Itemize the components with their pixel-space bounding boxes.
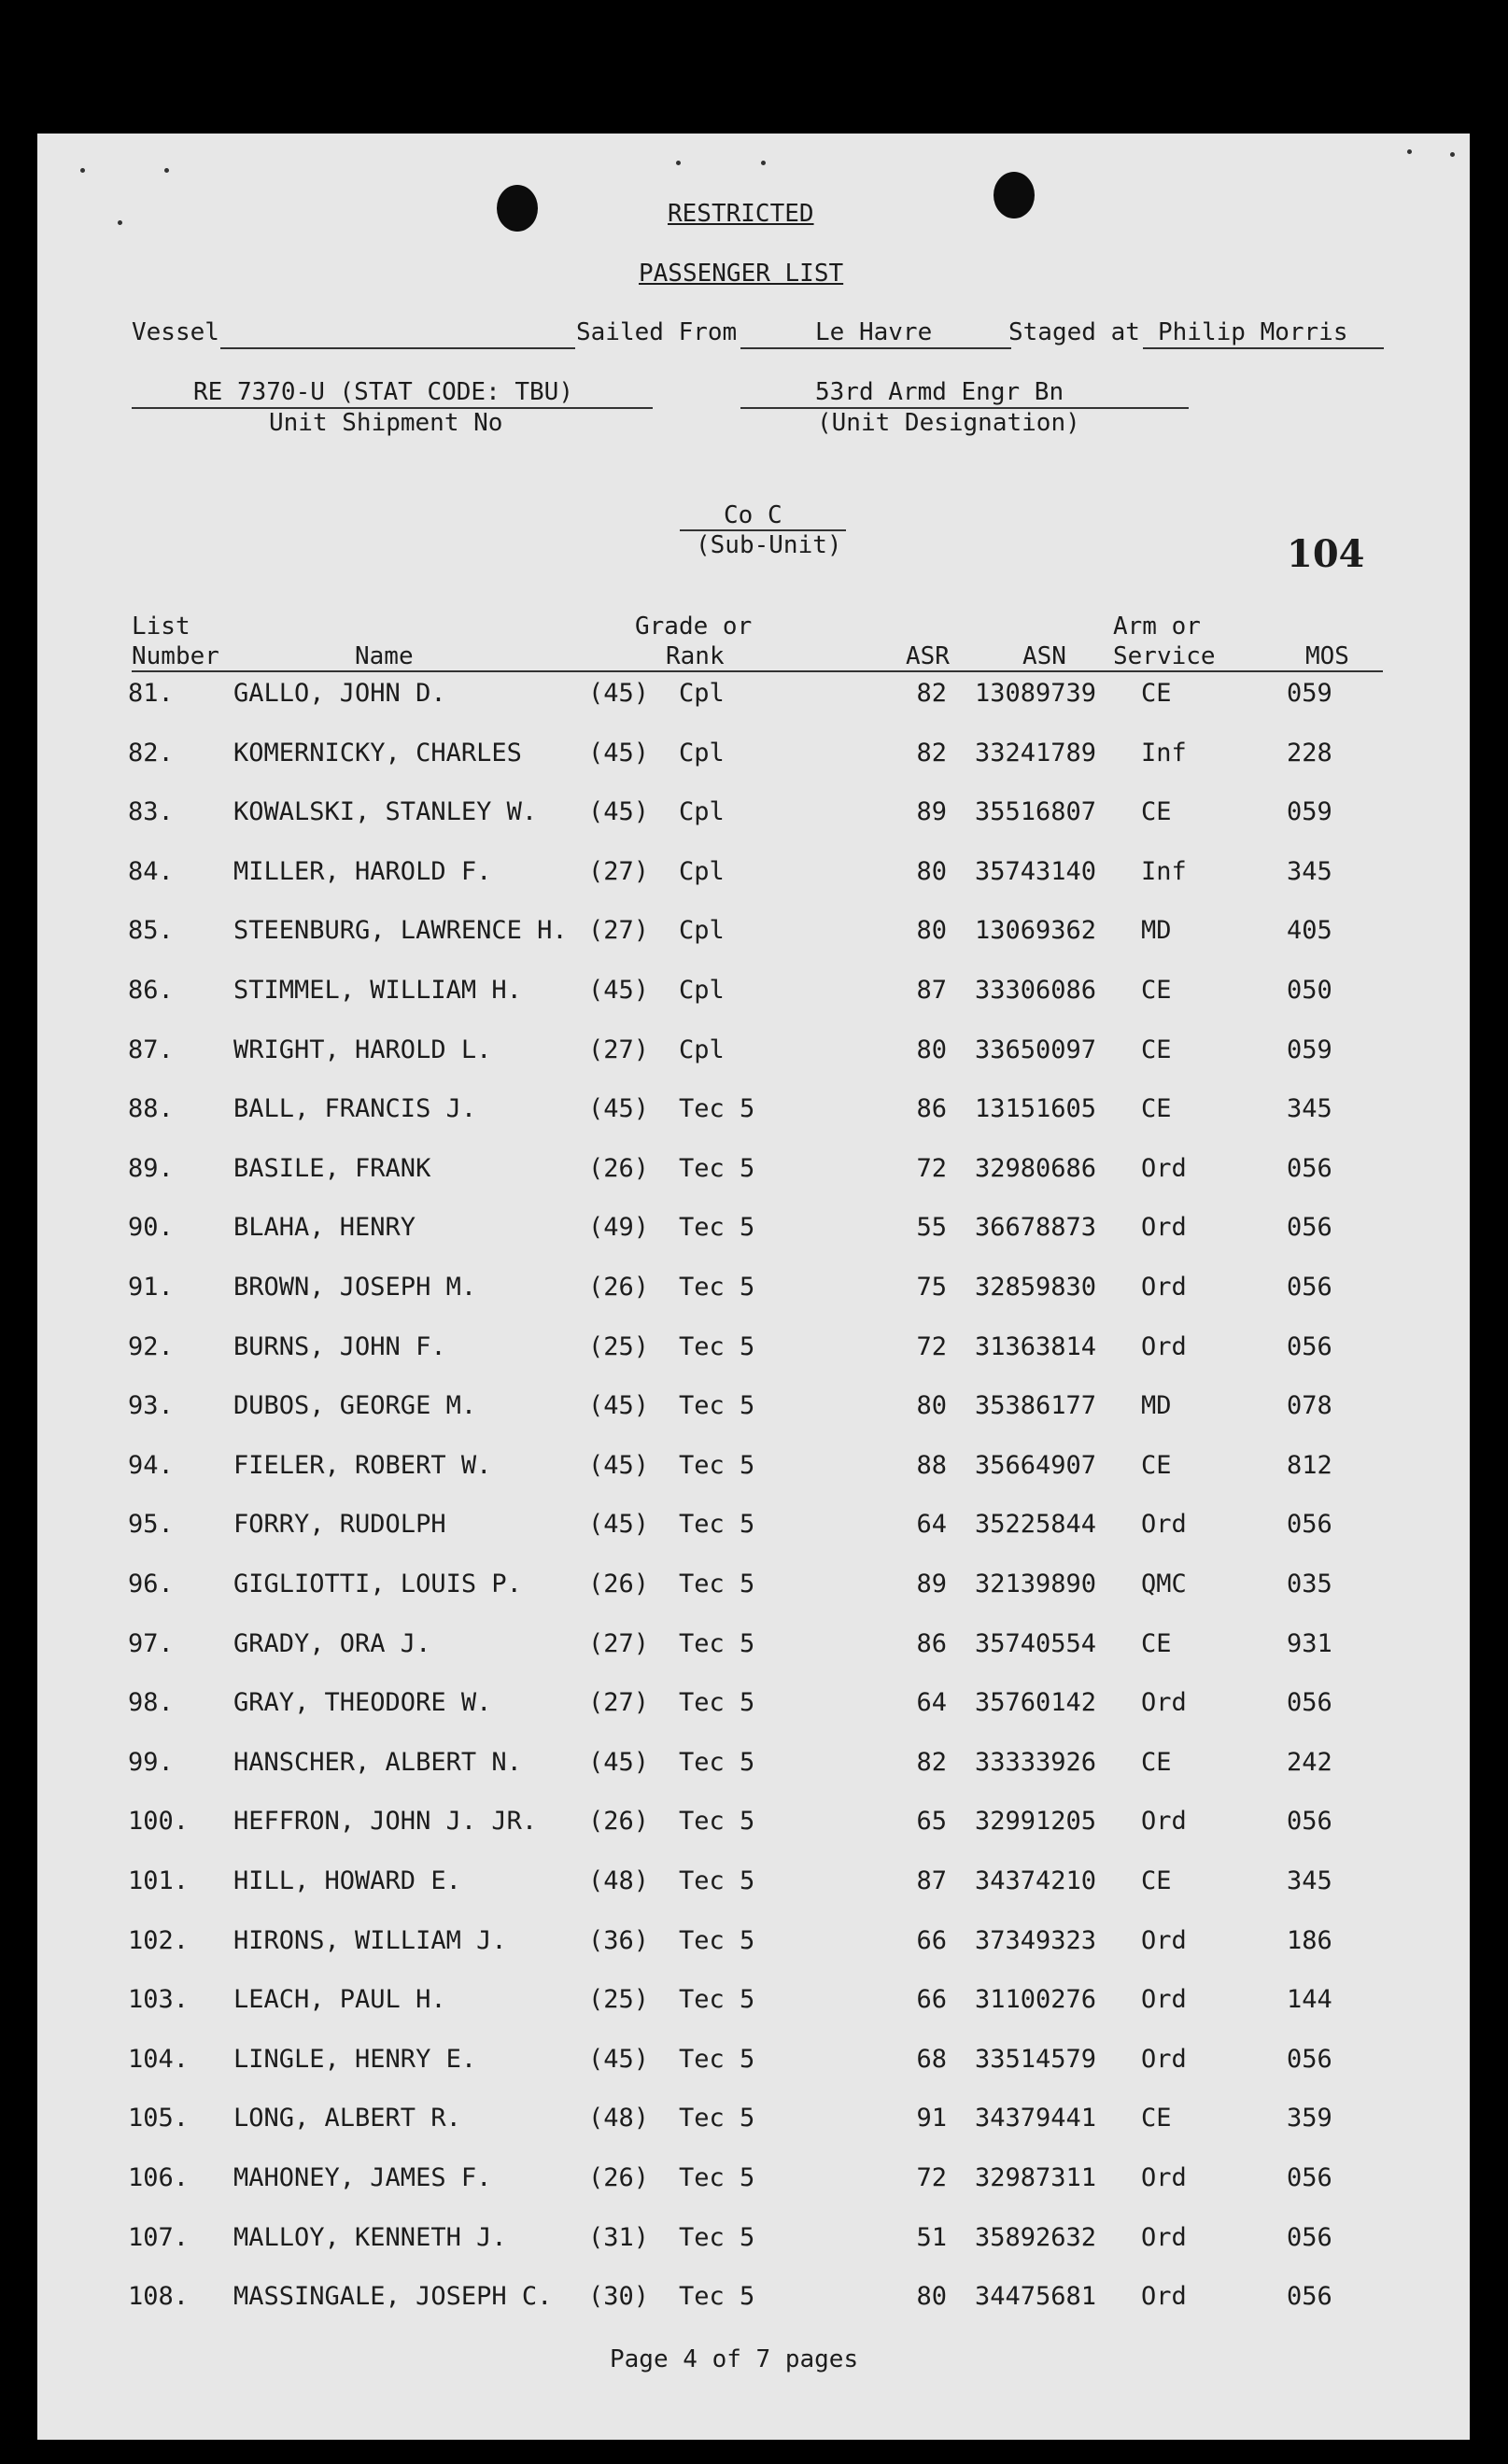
cell-grade: Tec 5	[679, 2045, 755, 2074]
cell-grade: Tec 5	[679, 1985, 755, 2014]
cell-num: 95.	[128, 1510, 174, 1539]
cell-age: (31)	[588, 2223, 650, 2252]
cell-asr: 91	[916, 2104, 947, 2133]
cell-mos: 056	[1287, 1273, 1332, 1302]
cell-arm: Ord	[1141, 1213, 1187, 1242]
cell-grade: Tec 5	[679, 1688, 755, 1717]
cell-asn: 34374210	[975, 1866, 1097, 1895]
cell-arm: CE	[1141, 797, 1172, 826]
col-list-number-line2: Number	[132, 642, 219, 670]
cell-asr: 68	[916, 2045, 947, 2074]
table-row	[0, 2162, 1508, 2200]
table-row	[0, 1450, 1508, 1487]
cell-asn: 36678873	[975, 1213, 1097, 1242]
sailed-from-line	[740, 347, 1011, 349]
cell-mos: 405	[1287, 916, 1332, 945]
cell-age: (25)	[588, 1985, 650, 2014]
cell-num: 83.	[128, 797, 174, 826]
cell-num: 84.	[128, 857, 174, 886]
cell-age: (45)	[588, 739, 650, 767]
classification-marking: RESTRICTED	[668, 200, 814, 228]
cell-asn: 32987311	[975, 2163, 1097, 2192]
cell-arm: CE	[1141, 1094, 1172, 1123]
cell-asn: 34379441	[975, 2104, 1097, 2133]
cell-grade: Tec 5	[679, 2104, 755, 2133]
table-row	[0, 2222, 1508, 2260]
table-row	[0, 2281, 1508, 2318]
cell-arm: CE	[1141, 679, 1172, 708]
table-row	[0, 1153, 1508, 1190]
cell-mos: 186	[1287, 1926, 1332, 1955]
cell-grade: Cpl	[679, 679, 725, 708]
cell-age: (36)	[588, 1926, 650, 1955]
cell-asr: 64	[916, 1510, 947, 1539]
cell-asr: 80	[916, 1035, 947, 1064]
cell-mos: 056	[1287, 2282, 1332, 2311]
cell-asr: 80	[916, 2282, 947, 2311]
cell-arm: CE	[1141, 1629, 1172, 1658]
cell-asr: 86	[916, 1094, 947, 1123]
speck	[761, 161, 766, 165]
cell-asn: 33333926	[975, 1748, 1097, 1777]
table-row	[0, 1687, 1508, 1725]
cell-asn: 35892632	[975, 2223, 1097, 2252]
cell-asr: 86	[916, 1629, 947, 1658]
cell-asr: 64	[916, 1688, 947, 1717]
cell-asn: 32980686	[975, 1154, 1097, 1183]
cell-name: BALL, FRANCIS J.	[233, 1094, 477, 1123]
table-row	[0, 1747, 1508, 1784]
cell-name: HEFFRON, JOHN J. JR.	[233, 1807, 538, 1836]
cell-arm: MD	[1141, 1391, 1172, 1420]
table-row	[0, 1569, 1508, 1606]
cell-asn: 35743140	[975, 857, 1097, 886]
cell-asr: 82	[916, 679, 947, 708]
col-asn-header: ASN	[1022, 642, 1066, 670]
col-grade-line2: Rank	[666, 642, 725, 670]
table-row	[0, 1984, 1508, 2021]
table-row	[0, 1925, 1508, 1963]
cell-asn: 31100276	[975, 1985, 1097, 2014]
cell-asr: 65	[916, 1807, 947, 1836]
cell-name: MILLER, HAROLD F.	[233, 857, 492, 886]
cell-name: GRADY, ORA J.	[233, 1629, 431, 1658]
col-arm-line2: Service	[1113, 642, 1216, 670]
cell-age: (27)	[588, 1629, 650, 1658]
cell-arm: Ord	[1141, 2163, 1187, 2192]
shipment-caption: Unit Shipment No	[269, 409, 503, 437]
cell-name: MAHONEY, JAMES F.	[233, 2163, 492, 2192]
cell-mos: 059	[1287, 1035, 1332, 1064]
cell-age: (49)	[588, 1213, 650, 1242]
cell-asn: 32139890	[975, 1570, 1097, 1598]
cell-arm: Ord	[1141, 1510, 1187, 1539]
cell-grade: Cpl	[679, 857, 725, 886]
cell-name: BURNS, JOHN F.	[233, 1332, 446, 1361]
table-row	[0, 1331, 1508, 1369]
cell-asr: 87	[916, 976, 947, 1005]
cell-name: BROWN, JOSEPH M.	[233, 1273, 477, 1302]
table-row	[0, 856, 1508, 894]
cell-mos: 812	[1287, 1451, 1332, 1480]
cell-grade: Tec 5	[679, 2282, 755, 2311]
cell-name: KOWALSKI, STANLEY W.	[233, 797, 538, 826]
cell-name: DUBOS, GEORGE M.	[233, 1391, 477, 1420]
col-mos-header: MOS	[1305, 642, 1349, 670]
cell-arm: Ord	[1141, 1985, 1187, 2014]
cell-arm: Ord	[1141, 2045, 1187, 2074]
cell-num: 107.	[128, 2223, 190, 2252]
cell-num: 87.	[128, 1035, 174, 1064]
table-row	[0, 796, 1508, 834]
page-stamp: 104	[1287, 532, 1365, 576]
cell-asr: 80	[916, 1391, 947, 1420]
cell-mos: 078	[1287, 1391, 1332, 1420]
cell-asr: 82	[916, 1748, 947, 1777]
cell-age: (45)	[588, 797, 650, 826]
cell-grade: Tec 5	[679, 2163, 755, 2192]
cell-mos: 242	[1287, 1748, 1332, 1777]
cell-grade: Cpl	[679, 1035, 725, 1064]
cell-arm: Ord	[1141, 1926, 1187, 1955]
cell-name: HANSCHER, ALBERT N.	[233, 1748, 522, 1777]
cell-name: STEENBURG, LAWRENCE H.	[233, 916, 568, 945]
table-row	[0, 1035, 1508, 1072]
col-name-header: Name	[355, 642, 414, 670]
cell-arm: CE	[1141, 976, 1172, 1005]
cell-grade: Tec 5	[679, 1273, 755, 1302]
cell-grade: Tec 5	[679, 1866, 755, 1895]
cell-asn: 33241789	[975, 739, 1097, 767]
cell-num: 81.	[128, 679, 174, 708]
cell-mos: 056	[1287, 1510, 1332, 1539]
cell-name: HIRONS, WILLIAM J.	[233, 1926, 507, 1955]
col-list-number-line1: List	[132, 612, 190, 641]
cell-grade: Tec 5	[679, 1094, 755, 1123]
cell-mos: 056	[1287, 1213, 1332, 1242]
document-title: PASSENGER LIST	[639, 260, 844, 288]
cell-mos: 056	[1287, 1688, 1332, 1717]
cell-asn: 35386177	[975, 1391, 1097, 1420]
cell-mos: 359	[1287, 2104, 1332, 2133]
cell-asn: 13151605	[975, 1094, 1097, 1123]
speck	[1450, 152, 1455, 157]
cell-asn: 37349323	[975, 1926, 1097, 1955]
cell-age: (48)	[588, 2104, 650, 2133]
cell-age: (27)	[588, 1035, 650, 1064]
cell-asn: 13089739	[975, 679, 1097, 708]
cell-asn: 35225844	[975, 1510, 1097, 1539]
cell-num: 105.	[128, 2104, 190, 2133]
cell-asn: 34475681	[975, 2282, 1097, 2311]
cell-mos: 059	[1287, 797, 1332, 826]
cell-num: 100.	[128, 1807, 190, 1836]
cell-asr: 51	[916, 2223, 947, 2252]
cell-mos: 056	[1287, 2045, 1332, 2074]
cell-grade: Tec 5	[679, 1629, 755, 1658]
cell-num: 90.	[128, 1213, 174, 1242]
cell-asr: 87	[916, 1866, 947, 1895]
cell-name: MASSINGALE, JOSEPH C.	[233, 2282, 553, 2311]
cell-grade: Cpl	[679, 797, 725, 826]
punch-hole-left	[497, 185, 538, 232]
cell-num: 101.	[128, 1866, 190, 1895]
cell-name: LINGLE, HENRY E.	[233, 2045, 477, 2074]
cell-asr: 72	[916, 2163, 947, 2192]
vessel-label: Vessel	[132, 318, 219, 346]
cell-arm: Ord	[1141, 1154, 1187, 1183]
cell-asn: 31363814	[975, 1332, 1097, 1361]
cell-grade: Cpl	[679, 976, 725, 1005]
cell-age: (45)	[588, 679, 650, 708]
speck	[1407, 149, 1412, 154]
col-arm-line1: Arm or	[1113, 612, 1201, 641]
cell-grade: Cpl	[679, 739, 725, 767]
cell-num: 102.	[128, 1926, 190, 1955]
punch-hole-right	[994, 172, 1035, 218]
cell-mos: 345	[1287, 857, 1332, 886]
cell-age: (45)	[588, 1451, 650, 1480]
cell-asr: 80	[916, 916, 947, 945]
cell-mos: 035	[1287, 1570, 1332, 1598]
sailed-from-label: Sailed From	[576, 318, 738, 346]
cell-name: KOMERNICKY, CHARLES	[233, 739, 522, 767]
cell-age: (26)	[588, 1570, 650, 1598]
header-rule	[132, 670, 1383, 672]
unit-designation: 53rd Armd Engr Bn	[815, 378, 1064, 406]
table-row	[0, 1212, 1508, 1249]
cell-grade: Tec 5	[679, 1213, 755, 1242]
cell-num: 104.	[128, 2045, 190, 2074]
table-row	[0, 738, 1508, 775]
cell-arm: Inf	[1141, 739, 1187, 767]
sailed-from-value: Le Havre	[815, 318, 933, 346]
cell-age: (48)	[588, 1866, 650, 1895]
cell-mos: 056	[1287, 2223, 1332, 2252]
cell-num: 93.	[128, 1391, 174, 1420]
cell-age: (25)	[588, 1332, 650, 1361]
speck	[80, 168, 85, 173]
cell-age: (45)	[588, 976, 650, 1005]
cell-asn: 33514579	[975, 2045, 1097, 2074]
cell-age: (26)	[588, 1154, 650, 1183]
cell-name: GIGLIOTTI, LOUIS P.	[233, 1570, 522, 1598]
cell-arm: CE	[1141, 1451, 1172, 1480]
cell-arm: CE	[1141, 2104, 1172, 2133]
cell-mos: 345	[1287, 1094, 1332, 1123]
staged-at-line	[1143, 347, 1384, 349]
cell-grade: Tec 5	[679, 1926, 755, 1955]
cell-name: STIMMEL, WILLIAM H.	[233, 976, 522, 1005]
cell-arm: QMC	[1141, 1570, 1187, 1598]
table-row	[0, 1272, 1508, 1309]
cell-arm: Ord	[1141, 1332, 1187, 1361]
table-row	[0, 2044, 1508, 2081]
staged-at-label: Staged at	[1008, 318, 1140, 346]
cell-asr: 75	[916, 1273, 947, 1302]
cell-name: BASILE, FRANK	[233, 1154, 431, 1183]
cell-arm: Ord	[1141, 2223, 1187, 2252]
subunit-caption: (Sub-Unit)	[696, 531, 842, 559]
cell-asr: 80	[916, 857, 947, 886]
cell-num: 106.	[128, 2163, 190, 2192]
cell-age: (45)	[588, 1510, 650, 1539]
cell-grade: Tec 5	[679, 2223, 755, 2252]
table-row	[0, 2103, 1508, 2140]
table-row	[0, 1806, 1508, 1843]
cell-grade: Tec 5	[679, 1510, 755, 1539]
cell-mos: 345	[1287, 1866, 1332, 1895]
cell-name: BLAHA, HENRY	[233, 1213, 416, 1242]
cell-asr: 66	[916, 1985, 947, 2014]
cell-age: (45)	[588, 2045, 650, 2074]
cell-grade: Tec 5	[679, 1748, 755, 1777]
cell-asr: 82	[916, 739, 947, 767]
cell-name: GRAY, THEODORE W.	[233, 1688, 492, 1717]
cell-grade: Cpl	[679, 916, 725, 945]
cell-asn: 35516807	[975, 797, 1097, 826]
cell-age: (27)	[588, 857, 650, 886]
cell-asn: 13069362	[975, 916, 1097, 945]
cell-name: LEACH, PAUL H.	[233, 1985, 446, 2014]
cell-age: (30)	[588, 2282, 650, 2311]
cell-mos: 144	[1287, 1985, 1332, 2014]
cell-num: 99.	[128, 1748, 174, 1777]
cell-num: 85.	[128, 916, 174, 945]
cell-asr: 66	[916, 1926, 947, 1955]
speck	[118, 220, 122, 225]
cell-name: HILL, HOWARD E.	[233, 1866, 461, 1895]
cell-age: (45)	[588, 1391, 650, 1420]
cell-asr: 88	[916, 1451, 947, 1480]
cell-grade: Tec 5	[679, 1332, 755, 1361]
cell-asn: 35740554	[975, 1629, 1097, 1658]
cell-asr: 55	[916, 1213, 947, 1242]
cell-num: 92.	[128, 1332, 174, 1361]
cell-name: LONG, ALBERT R.	[233, 2104, 461, 2133]
cell-age: (27)	[588, 916, 650, 945]
table-row	[0, 1093, 1508, 1131]
cell-asr: 72	[916, 1154, 947, 1183]
cell-age: (45)	[588, 1748, 650, 1777]
cell-mos: 050	[1287, 976, 1332, 1005]
cell-num: 91.	[128, 1273, 174, 1302]
cell-asr: 72	[916, 1332, 947, 1361]
table-row	[0, 1866, 1508, 1903]
cell-name: WRIGHT, HAROLD L.	[233, 1035, 492, 1064]
cell-grade: Tec 5	[679, 1451, 755, 1480]
speck	[164, 168, 169, 173]
cell-mos: 228	[1287, 739, 1332, 767]
table-row	[0, 915, 1508, 952]
cell-grade: Tec 5	[679, 1807, 755, 1836]
cell-name: FIELER, ROBERT W.	[233, 1451, 492, 1480]
cell-num: 88.	[128, 1094, 174, 1123]
cell-mos: 059	[1287, 679, 1332, 708]
cell-num: 103.	[128, 1985, 190, 2014]
table-row	[0, 1509, 1508, 1546]
col-grade-line1: Grade or	[635, 612, 753, 641]
cell-mos: 056	[1287, 1154, 1332, 1183]
cell-asn: 32859830	[975, 1273, 1097, 1302]
cell-arm: CE	[1141, 1748, 1172, 1777]
cell-name: GALLO, JOHN D.	[233, 679, 446, 708]
cell-arm: Ord	[1141, 1273, 1187, 1302]
table-row	[0, 1390, 1508, 1428]
cell-num: 97.	[128, 1629, 174, 1658]
unit-caption: (Unit Designation)	[817, 409, 1080, 437]
cell-mos: 056	[1287, 2163, 1332, 2192]
cell-asn: 33306086	[975, 976, 1097, 1005]
cell-name: MALLOY, KENNETH J.	[233, 2223, 507, 2252]
table-row	[0, 1628, 1508, 1666]
cell-num: 94.	[128, 1451, 174, 1480]
cell-age: (45)	[588, 1094, 650, 1123]
cell-age: (26)	[588, 2163, 650, 2192]
table-row	[0, 678, 1508, 715]
cell-arm: CE	[1141, 1866, 1172, 1895]
cell-num: 82.	[128, 739, 174, 767]
cell-num: 108.	[128, 2282, 190, 2311]
cell-arm: Ord	[1141, 1688, 1187, 1717]
cell-asr: 89	[916, 1570, 947, 1598]
cell-arm: CE	[1141, 1035, 1172, 1064]
cell-num: 89.	[128, 1154, 174, 1183]
vessel-line	[220, 347, 575, 349]
subunit-value: Co C	[724, 501, 782, 529]
shipment-number: RE 7370-U (STAT CODE: TBU)	[193, 378, 573, 406]
cell-age: (27)	[588, 1688, 650, 1717]
cell-arm: MD	[1141, 916, 1172, 945]
staged-at-value: Philip Morris	[1158, 318, 1348, 346]
cell-name: FORRY, RUDOLPH	[233, 1510, 446, 1539]
page-footer: Page 4 of 7 pages	[610, 2345, 859, 2373]
cell-mos: 931	[1287, 1629, 1332, 1658]
cell-age: (26)	[588, 1807, 650, 1836]
cell-asr: 89	[916, 797, 947, 826]
cell-grade: Tec 5	[679, 1570, 755, 1598]
cell-asn: 32991205	[975, 1807, 1097, 1836]
col-asr-header: ASR	[906, 642, 950, 670]
table-row	[0, 975, 1508, 1012]
cell-arm: Inf	[1141, 857, 1187, 886]
cell-num: 96.	[128, 1570, 174, 1598]
cell-arm: Ord	[1141, 1807, 1187, 1836]
cell-asn: 33650097	[975, 1035, 1097, 1064]
cell-arm: Ord	[1141, 2282, 1187, 2311]
cell-mos: 056	[1287, 1807, 1332, 1836]
cell-age: (26)	[588, 1273, 650, 1302]
cell-mos: 056	[1287, 1332, 1332, 1361]
cell-grade: Tec 5	[679, 1154, 755, 1183]
cell-asn: 35664907	[975, 1451, 1097, 1480]
cell-grade: Tec 5	[679, 1391, 755, 1420]
cell-num: 98.	[128, 1688, 174, 1717]
cell-num: 86.	[128, 976, 174, 1005]
cell-asn: 35760142	[975, 1688, 1097, 1717]
speck	[676, 161, 681, 165]
